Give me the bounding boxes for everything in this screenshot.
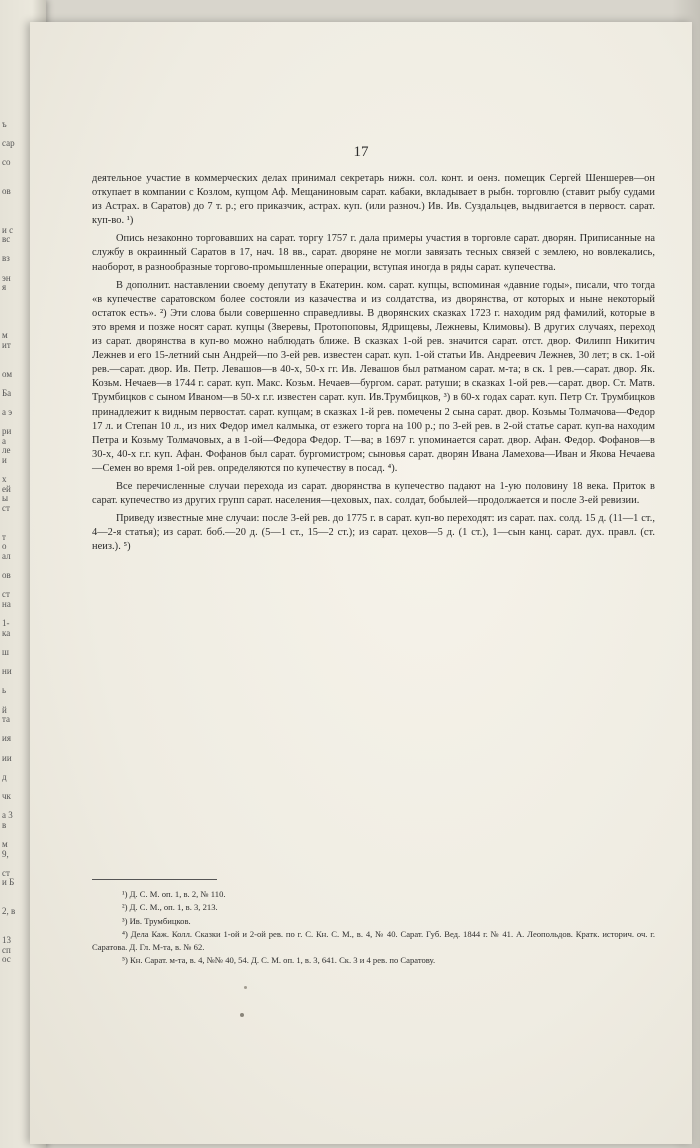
- left-page-fragment: ка: [2, 628, 11, 638]
- page-number: 17: [353, 144, 369, 160]
- left-page-fragment: ни: [2, 667, 12, 677]
- left-page-fragment: а: [2, 436, 6, 446]
- left-page-fragment: ей: [2, 484, 11, 494]
- left-page-fragment: м: [2, 840, 8, 849]
- left-page-fragment: ом: [2, 369, 13, 379]
- footnote: ⁵) Кн. Сарат. м-та, в. 4, №№ 40, 54. Д. С. М. оп. 1, в. 3, 641. Ск. 3 и 4 рев. по Саратову.: [122, 955, 436, 966]
- left-page-fragment: эн: [2, 273, 11, 283]
- left-page-fragment: на: [2, 600, 11, 609]
- left-page-fragment: а э: [2, 408, 13, 417]
- left-page-fragment: вс: [2, 235, 11, 245]
- left-page-fragment: ле: [2, 446, 11, 456]
- footnotes: [92, 888, 655, 967]
- left-page-fragment: ит: [2, 340, 11, 350]
- left-page-fragment: д: [2, 772, 7, 782]
- left-page-fragment: о: [2, 542, 7, 552]
- paragraph: Опись незаконно торговавших на сарат. торгу 1757 г. дала примеры участия в торговле сарат. дворян. Приписанные на службу в окраинный Саратов в 17, нач. 18 вв., сарат. дворяне не могли завязать тесных связей с землею, но вовлекались, наоборот, в разнообразные торгово-промышленные операции, вступая иногда в ряды сарат. купечества.: [92, 233, 655, 273]
- left-page-fragment: и: [2, 456, 7, 465]
- left-page-fragment: ст: [2, 504, 10, 513]
- left-page-fragment: ос: [2, 955, 11, 965]
- footnote-separator: [92, 879, 217, 880]
- left-page-fragment: со: [2, 158, 11, 168]
- paragraph: Все перечисленные случаи перехода из сарат. дворянства в купечество падают на 1-ую половину 18 века. Приток в сарат. купечество из других групп сарат. населения—цеховых, пах. солдат, бобылей—продолжается и после 3-ей ревизии.: [92, 480, 655, 507]
- left-page-fragment: ал: [2, 552, 11, 561]
- left-page-fragment: а 3: [2, 811, 13, 821]
- left-page-fragment: и Б: [2, 878, 15, 888]
- left-page-fragment: чк: [2, 792, 11, 801]
- paragraph: Приведу известные мне случаи: после 3-ей рев. до 1775 г. в сарат. куп-во переходят: из сарат. пах. солд. 15 д. (11—1 ст., 4—2-я статья); из сарат. боб.—20 д. (5—1 ст., 15—2 ст.); из сарат. цехов—5 д. (1 ст.), 1—сын канц. сарат. дух. правл. (ст. неиз.). ⁵): [92, 513, 655, 553]
- left-page-fragment: ст: [2, 590, 10, 600]
- left-page-fragment: Ба: [2, 388, 12, 398]
- left-page-fragment: т: [2, 532, 6, 542]
- left-page-fragment: ри: [2, 427, 12, 437]
- left-page-fragment: сар: [2, 139, 15, 149]
- left-page-fragment: 9,: [2, 849, 9, 859]
- left-page-fragment: х: [2, 475, 7, 485]
- footnote: ¹) Д. С. М. оп. 1, в. 2, № 110.: [122, 889, 226, 899]
- left-page-fragment: ъ: [2, 120, 7, 129]
- left-page-fragment: ст: [2, 868, 10, 878]
- left-page-fragment: ь: [2, 686, 7, 696]
- left-page-fragment: м: [2, 331, 8, 341]
- paragraph: деятельное участие в коммерческих делах принимал секретарь нижн. сол. конт. и оенз. помещик Сергей Шеншерев—он откупает в компании с Козлом, купцом Аф. Мещаниновым сарат. кабаки, вкладывает в рыбн. торговлю (ставит рыбу судами из Астрах. в Саратов) до 7 т. р.; его приказчик, астрах. куп. (или разноч.) Ив. Ив. Суздальцев, выдвигается в первост. сарат. куп-во. ¹): [92, 173, 655, 227]
- left-page-fragment: 2, в: [2, 907, 16, 917]
- footnote: ²) Д. С. М., оп. 1, в. 3, 213.: [122, 902, 218, 913]
- left-page-fragment: й: [2, 705, 7, 715]
- left-page-fragment: ия: [2, 734, 11, 744]
- left-page-fragment: ы: [2, 494, 9, 504]
- left-page-fragment: 1-: [2, 619, 10, 629]
- footnote: ⁴) Дела Каж. Колл. Сказки 1-ой и 2-ой рев. по г. С. Кн. С. М., в. 4, № 40. Сарат. Губ. Вед. 1844 г. № 41. А. Леопольдов. Кратк. историч. оч. г. Саратова. Д. Гл. М-та, в. № 62.: [92, 929, 655, 952]
- left-page-fragment: сп: [2, 945, 11, 955]
- book-page: [30, 22, 692, 1144]
- left-page-fragment: ов: [2, 571, 11, 581]
- left-page-fragment: вз: [2, 254, 10, 264]
- left-page-fragment: ш: [2, 648, 9, 657]
- left-page-fragment: 13: [2, 936, 11, 945]
- paper-spot: [240, 1013, 244, 1017]
- left-page-fragment: я: [2, 283, 7, 293]
- left-page-fragment: в: [2, 820, 7, 830]
- left-page-fragment: та: [2, 715, 11, 725]
- left-page-fragment: и с: [2, 225, 14, 235]
- paragraph: В дополнит. наставлении своему депутату в Екатерин. ком. сарат. купцы, вспоминая «давние годы», писали, что тогда «в купечестве саратовском более состояли из казачества и из солдатства, из дворянства, от которых и ныне некоторый остаток есть». ²) Эти слова были совершенно справедливы. В дворянских сказках 1723 г. находим ряд фамилий, которые в это время и позже носят сарат. купцы (Зверевы, Протопоповы, Ядрищевы, Лежневы, Климовы). В других случаях, переход из сарат. дворянства в куп-во можно наблюдать ближе. В сказках 1-ой рев. значится сарат. отст. двор. Филипп Никитич Лежнев и его 15-летний сын Андрей—по 3-ей рев. известен сарат. куп. 1-ой статьи Ив. Андреевич Лежнев, 30 лет; в ск. 1-ой рев.—сарат. двор. Ив. Петр. Левашов—в 40-х, 50-х гг. Ив. Левашов был ратманом сарат. м-та; в ск. 1 рев.—сарат. двор. Як. Козьм. Нечаев—в 1744 г. сарат. куп. Макс. Козьм. Нечаев—бургом. сарат. ратуши; в сказках 1-ой рев.—сарат. двор. Ст. Матв. Трумбицков с сыном Иваном—в 50-х г.г. известен сарат. куп. Ив.Трумбицков, ³) в 60-х годах сарат. куп. Петр Ст. Трумбицков принадлежит к видным первостат. сарат. купцам; в сказках 1-й рев. помечены 2 сына сарат. двор. Козьмы Толмачова—Федор 17 л. и Степан 10 л., из них Федор имел калмыка, от езжего торга на 100 р.; по 3-ей рев. в 2-ой статье сарат. куп-ва находим Петра и Козьму Толмачовых, а в 1-ой—Федора Федор. Т—ва; в 1697 г. упоминается сарат. двор. Афан. Федор. Фофанов—в 30-х, 40-х г.г. куп. Афан. Фофанов был сарат. бургомистром; сыновья сарат. дворян Ивана Ламехова—Иван и Якова Нечаева—Семен во время 1-ой рев. определяются по купечеству в посад. ⁴).: [92, 279, 655, 474]
- footnote: ³) Ив. Трумбицков.: [122, 915, 191, 926]
- left-page-fragment: ии: [2, 753, 12, 763]
- paper-spot: [244, 986, 247, 989]
- main-text: [92, 172, 655, 558]
- left-page-fragment: ов: [2, 187, 11, 197]
